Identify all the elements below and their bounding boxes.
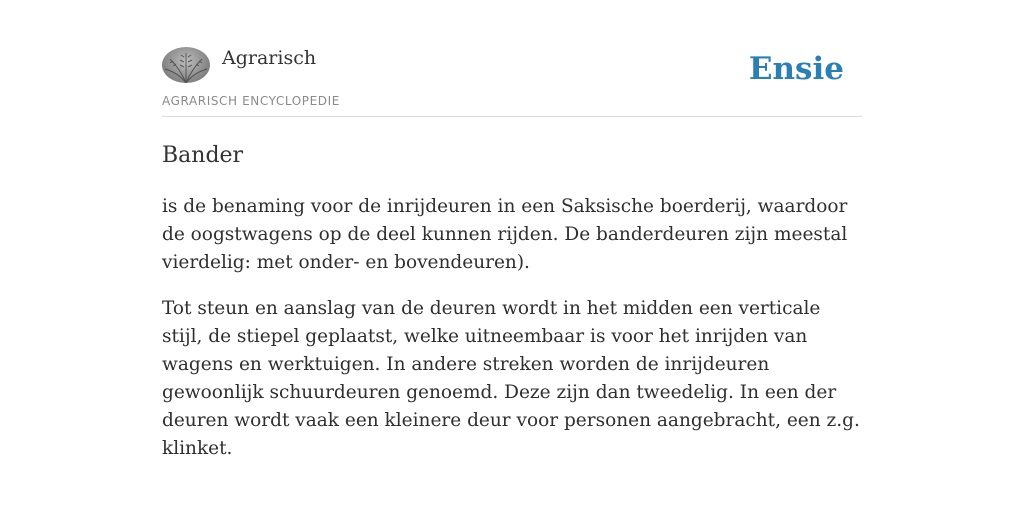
article-paragraph-2: Tot steun en aanslag van de deuren wordt in het midden een verticale stijl, de stiepel geplaatst, welke uitneembaar is voor het inrijden van wagens en werktuigen. In andere streken worden de inrijdeuren gewoonlijk schuurdeuren genoemd. Deze zijn dan tweedelig. In een der deuren wordt vaak een kleinere deur voor personen aangebracht, een z.g. klinket. — [162, 298, 860, 459]
article-paragraph-1: is de benaming voor de inrijdeuren in een Saksische boerderij, waardoor de oogstwagens op de deel kunnen rijden. De banderdeuren zijn meestal vierdelig: met onder- en bovendeuren). — [162, 196, 848, 273]
wheat-ears-icon[interactable] — [162, 47, 210, 83]
brand-logo-link[interactable]: Ensie — [748, 51, 844, 87]
source-name[interactable]: Agrarisch — [222, 47, 317, 69]
header — [162, 0, 862, 117]
article-title: Bander — [162, 143, 244, 168]
page — [162, 0, 862, 463]
source-subtitle: AGRARISCH ENCYCLOPEDIE — [162, 94, 340, 108]
